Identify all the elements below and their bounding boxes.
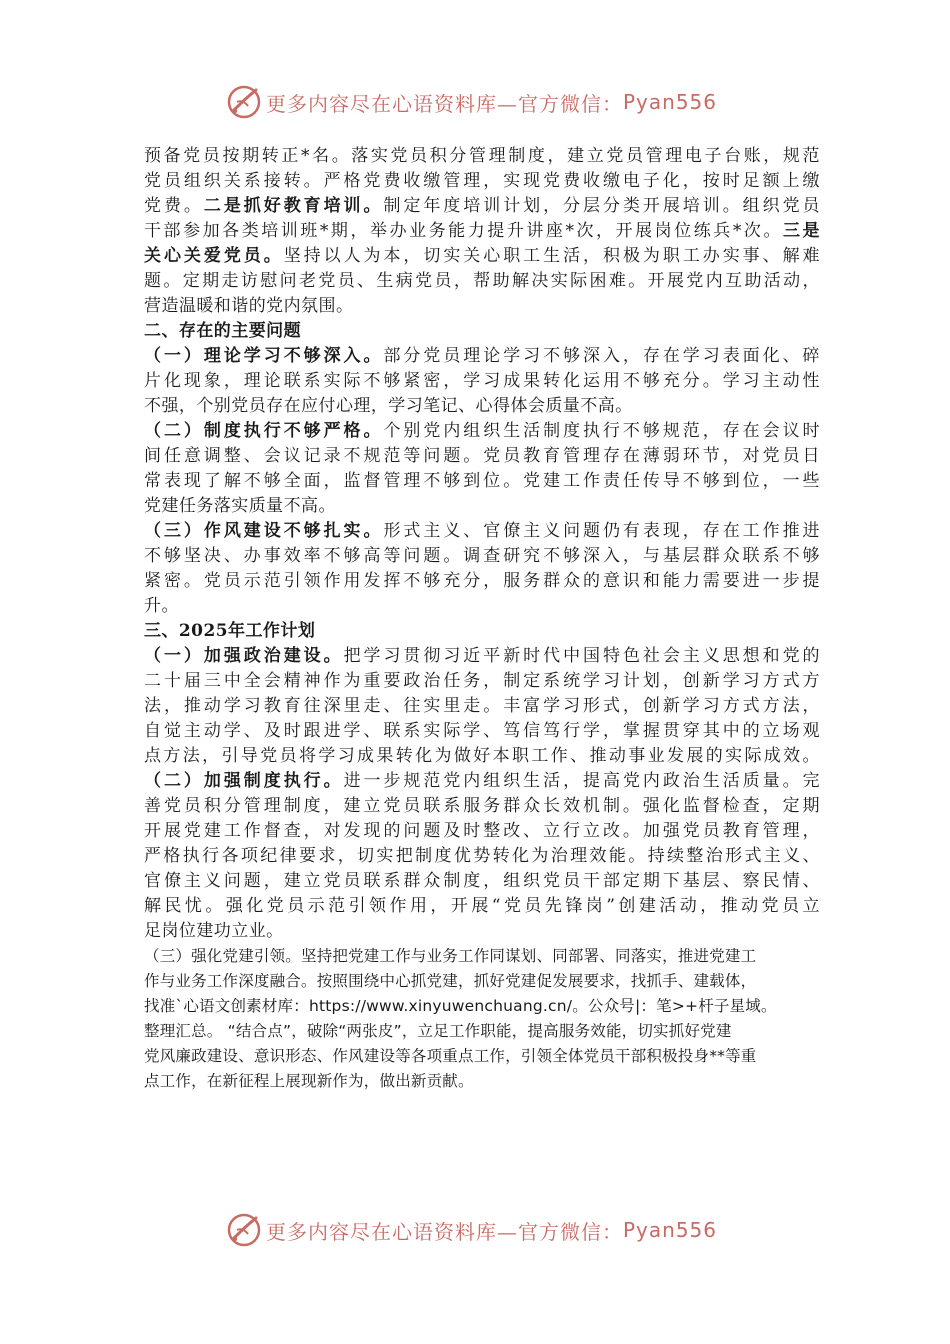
bold-phrase: （一）理论学习不够深入。	[144, 346, 384, 366]
text-line: 党建任务落实质量不高。	[144, 496, 336, 516]
pen-logo-icon	[226, 1212, 262, 1248]
bold-phrase: 关心关爱党员。	[144, 246, 284, 266]
text-line: 足岗位建功立业。	[144, 921, 284, 941]
text-line: （二）制度执行不够严格。个别党内组织生活制度执行不够规范，存在会议时	[144, 421, 820, 441]
text-line: 题。定期走访慰问老党员、生病党员，帮助解决实际困难。开展党内互助活动，	[144, 271, 820, 291]
text-line: 解民忧。强化党员示范引领作用，开展“党员先锋岗”创建活动，推动党员立	[144, 896, 820, 916]
text-line: （二）加强制度执行。进一步规范党内组织生活，提高党内政治生活质量。完	[144, 771, 820, 791]
sans-text-line: 作与业务工作深度融合。按照围绕中心抓党建，抓好党建促发展要求，找抓手、建载体，	[144, 972, 757, 990]
text-line: 不强，个别党员存在应付心理，学习笔记、心得体会质量不高。	[144, 396, 633, 416]
bold-phrase: （二）加强制度执行。	[144, 771, 344, 791]
text-line: 常表现了解不够全面，监督管理不够到位。党建工作责任传导不够到位，一些	[144, 471, 820, 491]
bold-phrase: 二是抓好教育培训。	[203, 196, 384, 216]
bold-phrase: 三是	[783, 221, 820, 241]
text-line: 间任意调整、会议记录不规范等问题。党员教育管理存在薄弱环节，对党员日	[144, 446, 820, 466]
banner-wechat-id: Pyan556	[623, 1218, 718, 1242]
section-heading: 二、存在的主要问题	[144, 321, 302, 341]
sans-text-line: （三）强化党建引领。坚持把党建工作与业务工作同谋划、同部署、同落实，推进党建工	[144, 947, 757, 965]
text-line: 片化现象，理论联系实际不够紧密，学习成果转化运用不够充分。学习主动性	[144, 371, 820, 391]
text-line: （一）加强政治建设。把学习贯彻习近平新时代中国特色社会主义思想和党的	[144, 646, 820, 666]
text-line: 紧密。党员示范引领作用发挥不够充分，服务群众的意识和能力需要进一步提	[144, 571, 820, 591]
bold-phrase: （三）作风建设不够扎实。	[144, 521, 384, 541]
text-line: 法，推动学习教育往深里走、往实里走。丰富学习形式，创新学习方式方法，	[144, 696, 820, 716]
header-banner	[226, 84, 717, 120]
text-line: 善党员积分管理制度，建立党员联系服务群众长效机制。强化监督检查，定期	[144, 796, 820, 816]
text-line: 党费。二是抓好教育培训。制定年度培训计划，分层分类开展培训。组织党员	[144, 196, 820, 216]
text-line: 自觉主动学、及时跟进学、联系实际学、笃信笃行学，掌握贯穿其中的立场观	[144, 721, 820, 741]
text-line: 关心关爱党员。坚持以人为本，切实关心职工生活，积极为职工办实事、解难	[144, 246, 820, 266]
text-line: 严格执行各项纪律要求，切实把制度优势转化为治理效能。持续整治形式主义、	[144, 846, 820, 866]
bold-phrase: （一）加强政治建设。	[144, 646, 344, 666]
text-line: 升。	[144, 596, 179, 616]
section-heading: 三、2025年工作计划	[144, 621, 316, 641]
text-line: 开展党建工作督查，对发现的问题及时整改、立行立改。加强党员教育管理，	[144, 821, 820, 841]
text-line: 干部参加各类培训班*期，举办业务能力提升讲座*次，开展岗位练兵*次。三是	[144, 221, 820, 241]
text-line: 党员组织关系接转。严格党费收缴管理，实现党费收缴电子化，按时足额上缴	[144, 171, 820, 191]
sans-text-line: 找准`心语文创素材库：https://www.xinyuwenchuang.cn/。公众号|：笔>+杆子星域。	[144, 997, 777, 1015]
banner-text: 更多内容尽在心语资料库—官方微信：	[266, 1219, 623, 1244]
text-line: 营造温暖和谐的党内氛围。	[144, 296, 354, 316]
text-line: （三）作风建设不够扎实。形式主义、官僚主义问题仍有表现，存在工作推进	[144, 521, 820, 541]
text-line: 点方法，引导党员将学习成果转化为做好本职工作、推动事业发展的实际成效。	[144, 746, 820, 766]
text-line: （一）理论学习不够深入。部分党员理论学习不够深入，存在学习表面化、碎	[144, 346, 820, 366]
pen-logo-icon	[226, 84, 262, 120]
text-line: 二十届三中全会精神作为重要政治任务，制定系统学习计划，创新学习方式方	[144, 671, 820, 691]
sans-text-line: 点工作，在新征程上展现新作为，做出新贡献。	[144, 1072, 474, 1090]
document-body	[144, 144, 820, 1094]
banner-text: 更多内容尽在心语资料库—官方微信：	[266, 91, 623, 116]
text-line: 不够坚决、办事效率不够高等问题。调查研究不够深入，与基层群众联系不够	[144, 546, 820, 566]
text-line: 官僚主义问题，建立党员联系群众制度，组织党员干部定期下基层、察民情、	[144, 871, 820, 891]
banner-wechat-id: Pyan556	[623, 90, 718, 114]
bold-phrase: （二）制度执行不够严格。	[144, 421, 384, 441]
text-line: 预备党员按期转正*名。落实党员积分管理制度，建立党员管理电子台账，规范	[144, 146, 820, 166]
sans-text-line: 党风廉政建设、意识形态、作风建设等各项重点工作，引领全体党员干部积极投身**等重	[144, 1047, 757, 1065]
sans-text-line: 整理汇总。 “结合点”，破除“两张皮”，立足工作职能，提高服务效能，切实抓好党建	[144, 1022, 732, 1040]
footer-banner	[226, 1212, 717, 1248]
